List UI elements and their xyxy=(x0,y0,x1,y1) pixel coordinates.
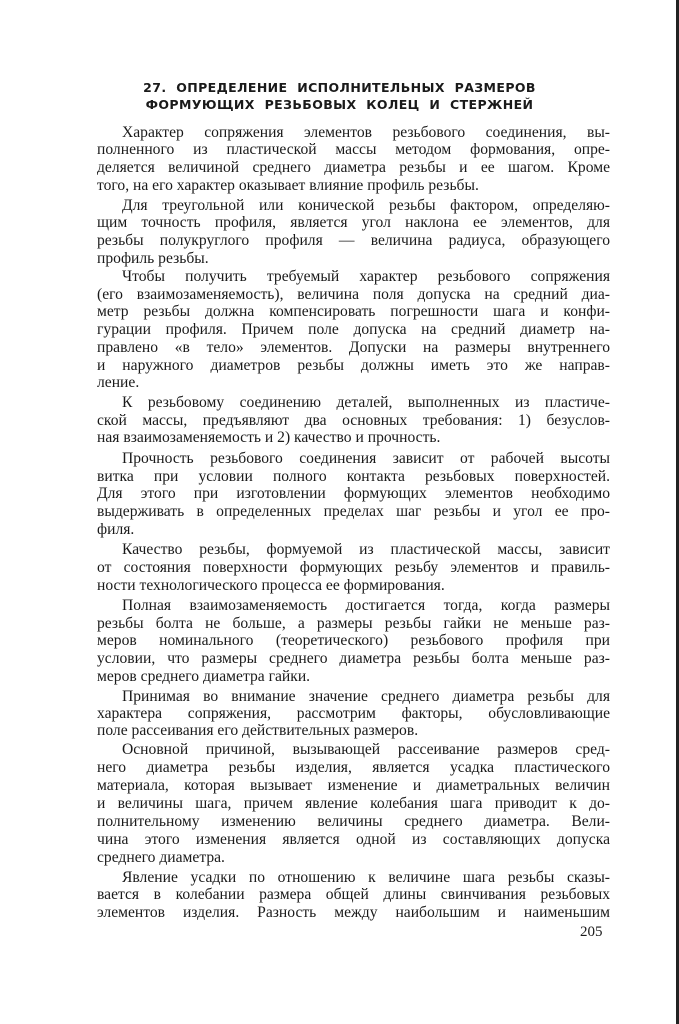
paragraph-7-line: Полная взаимозаменяемость достигается тогда, когда размеры xyxy=(122,597,610,614)
paragraph-9-line: материала, которая вызывает изменение и диаметральных величин xyxy=(97,777,610,794)
paragraph-5-line: филя. xyxy=(97,521,135,538)
paragraph-4-line: ской массы, предъявляют два основных требования: 1) безуслов- xyxy=(97,412,610,429)
paragraph-9-line: Основной причиной, вызывающей рассеивание размеров сред- xyxy=(122,741,610,758)
paragraph-6-line: Качество резьбы, формуемой из пластической массы, зависит xyxy=(122,541,610,558)
paragraph-3-line: ление. xyxy=(97,374,140,391)
paragraph-10-line: элементов изделия. Разность между наибольшим и наименьшим xyxy=(97,904,610,921)
paragraph-1-line: того, на его характер оказывает влияние профиль резьбы. xyxy=(97,177,479,194)
paragraph-7-line: меров среднего диаметра гайки. xyxy=(97,668,311,685)
paragraph-2-line: резьбы полукруглого профиля — величина радиуса, образующего xyxy=(97,232,610,249)
paragraph-3-line: правлено «в тело» элементов. Допуски на размеры внутреннего xyxy=(97,339,610,356)
section-heading-line-2: ФОРМУЮЩИХ РЕЗЬБОВЫХ КОЛЕЦ И СТЕРЖНЕЙ xyxy=(145,97,534,112)
paragraph-9-line: полнительному изменению величины среднего диаметра. Вели- xyxy=(97,813,610,830)
paragraph-5-line: Для этого при изготовлении формующих элементов необходимо xyxy=(97,485,610,502)
paragraph-4-line: ная взаимозаменяемость и 2) качество и прочность. xyxy=(97,429,441,446)
paragraph-1-line: полненного из пластической массы методом формования, опре- xyxy=(97,141,610,158)
paragraph-9-line: среднего диаметра. xyxy=(97,849,225,866)
section-heading-line-1: 27. ОПРЕДЕЛЕНИЕ ИСПОЛНИТЕЛЬНЫХ РАЗМЕРОВ xyxy=(143,80,536,95)
paragraph-8-line: Принимая во внимание значение среднего диаметра резьбы для xyxy=(122,688,610,705)
paragraph-7-line: условии, что размеры среднего диаметра резьбы болта меньше раз- xyxy=(97,650,610,667)
paragraph-5-line: выдерживать в определенных пределах шаг резьбы и угол ее про- xyxy=(97,503,610,520)
paragraph-3-line: (его взаимозаменяемость), величина поля допуска на средний диа- xyxy=(97,286,610,303)
paragraph-7-line: меров номинального (теоретического) резьбового профиля при xyxy=(97,632,610,649)
paragraph-6-line: ности технологического процесса ее формирования. xyxy=(97,577,445,594)
paragraph-3-line: и наружного диаметров резьбы должны иметь это же направ- xyxy=(97,357,610,374)
paragraph-3-line: метр резьбы должна компенсировать погрешности шага и конфи- xyxy=(97,303,610,320)
paragraph-5-line: витка при условии полного контакта резьбовых поверхностей. xyxy=(97,468,610,485)
paragraph-8-line: характера сопряжения, рассмотрим факторы, обусловливающие xyxy=(97,705,610,722)
paragraph-4-line: К резьбовому соединению деталей, выполненных из пластиче- xyxy=(122,394,610,411)
paragraph-5-line: Прочность резьбового соединения зависит от рабочей высоты xyxy=(122,450,610,467)
paragraph-9-line: него диаметра резьбы изделия, является усадка пластического xyxy=(97,759,610,776)
paragraph-6-line: от состояния поверхности формующих резьбу элементов и правиль- xyxy=(97,559,610,576)
paragraph-2-line: Для треугольной или конической резьбы фактором, определяю- xyxy=(122,197,610,214)
paragraph-9-line: чина этого изменения является одной из составляющих допуска xyxy=(97,831,610,848)
paragraph-3-line: гурации профиля. Причем поле допуска на средний диаметр на- xyxy=(97,321,610,338)
paragraph-9-line: и величины шага, причем явление колебания шага приводит к до- xyxy=(97,795,610,812)
paragraph-2-line: щим точность профиля, является угол наклона ее элементов, для xyxy=(97,214,610,231)
paragraph-2-line: профиль резьбы. xyxy=(97,250,209,267)
paragraph-1-line: деляется величиной среднего диаметра резьбы и ее шагом. Кроме xyxy=(97,159,610,176)
paragraph-3-line: Чтобы получить требуемый характер резьбового сопряжения xyxy=(122,268,610,285)
paragraph-10-line: Явление усадки по отношению к величине шага резьбы сказы- xyxy=(122,869,610,886)
paragraph-7-line: резьбы болта не больше, а размеры резьбы гайки не меньше раз- xyxy=(97,615,610,632)
paragraph-10-line: вается в колебании размера общей длины свинчивания резьбовых xyxy=(97,886,610,903)
page-number: 205 xyxy=(580,924,603,940)
paragraph-8-line: поле рассеивания его действительных размеров. xyxy=(97,722,419,739)
paragraph-1-line: Характер сопряжения элементов резьбового соединения, вы- xyxy=(122,124,610,141)
